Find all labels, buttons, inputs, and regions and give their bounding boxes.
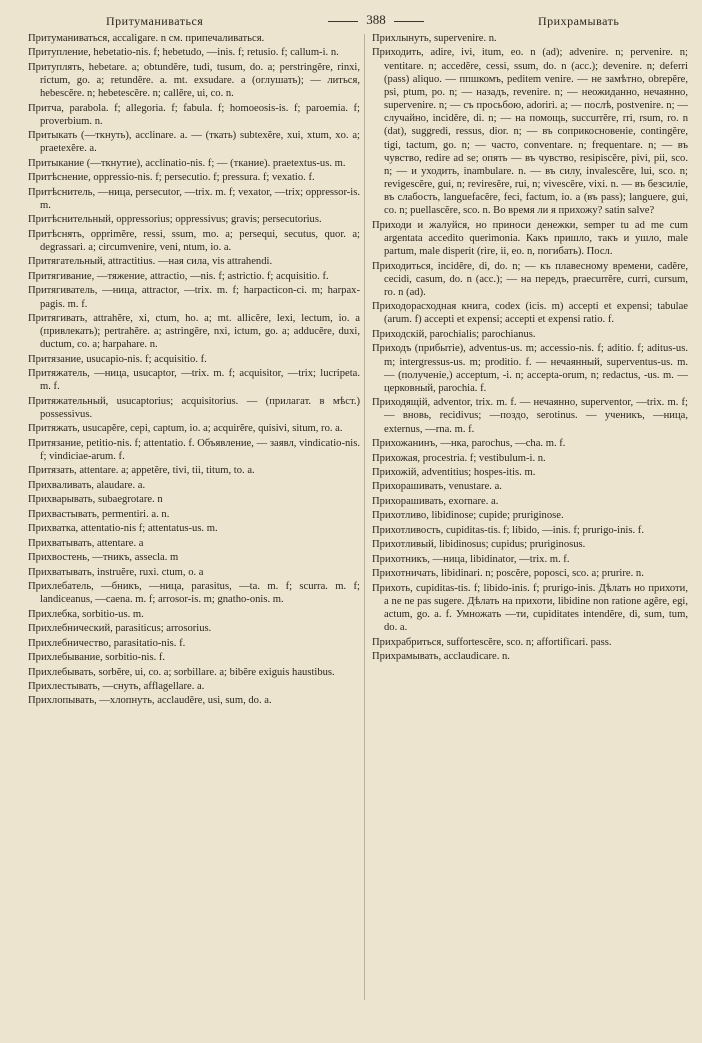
dictionary-entry: Притяжательный, usucaptorius; acquisitorius. — (прилагат. в мѣст.) possessivus.	[28, 395, 360, 420]
dictionary-entry: Притязание, usucapio-nis. f; acquisitio. f.	[28, 353, 207, 365]
dictionary-entry: Прихрабриться, suffortescĕre, sco. n; affortificari. pass.	[372, 636, 612, 648]
dictionary-entry: Прихваливать, alaudare. a.	[28, 479, 146, 491]
running-head-left: Притуманиваться	[106, 14, 204, 28]
dictionary-entry: Прихотливый, libidinosus; cupidus; pruriginosus.	[372, 539, 586, 551]
page-header	[28, 10, 688, 32]
right-column	[372, 32, 688, 709]
dictionary-entry: Притѣснитель, —ница, persecutor, —trix. m. f; vexator, —trix; oppressor-is. m.	[28, 186, 360, 211]
dictionary-entry: Прихвостень, —тникъ, assecla. m	[28, 552, 179, 564]
dictionary-entry: Притяжать, usucapĕre, cepi, captum, io. a; acquirĕre, quisivi, situm, ro. a.	[28, 423, 343, 435]
dictionary-entry: Приходить, adire, ivi, itum, eo. n (ad); advenire. n; pervenire. n; ventitare. n; accedĕre, cessi, ssum, do. n (acc.); devenire. n; deferri (pass) aliquo. — ппшкомъ, peditem venire. — не замѣтно, obrepĕre, psi, ptum, po. n; — назадъ, revenire. n; — неожиданно, нечаянно, supervenire. n; — съ просьбою, adoriri. a; — послѣ, postvenire. n; — случайно, incidĕre, di. n; — на помощь, succurrĕre, rri, rsum, ro. n (dat), suggredi, ressus, dior. n; — въ соприкосновеніе, contingĕre, tigi, tactum, go. n; — часто, conventare. n; frequentare. n; — въ чувство, redire ad se; опять — въ чувство, resipiscĕre, pivi, pii, sco. n; — и уходить, inambulare. n. — въ силу, invalescĕre, lui, sco. n; revigescĕre, gui, n; reviresĕre, rui, n; vivescĕre, vixi. n. — въ безсиліе, въ слабость, languefacĕre, feci, factum, io. a (въ pass); languere, gui, co. n; puellascĕre, sco. n. Во время ли я прихожу? satin salve?	[372, 47, 688, 217]
dictionary-entry: Притязание, petitio-nis. f; attentatio. f. Объявление, — заявл, vindicatio-nis. f; vindiciae-arum. f.	[28, 437, 360, 463]
dictionary-entry: Притягиватель, —ница, attractor, —trix. m. f; harpacticon-ci. m; harpax-pagis. m. f.	[28, 285, 360, 310]
dictionary-entry: Прихрамывать, acclaudicare. n.	[372, 650, 510, 662]
dictionary-entry: Притыкание (—ткнутие), acclinatio-nis. f; — (ткание). praetextus-us. m.	[28, 157, 346, 169]
dictionary-entry: Притѣснение, oppressio-nis. f; persecutio. f; pressura. f; vexatio. f.	[28, 172, 315, 184]
columns	[28, 32, 688, 709]
dictionary-entry: Притѣснять, opprimĕre, ressi, ssum, mo. a; persequi, secutus, quor. a; degrassari. a; circumvenire, veni, ntum, io. a.	[28, 228, 360, 254]
dictionary-entry: Притуманиваться, accaligare. n см. припечаливаться.	[28, 33, 265, 44]
dictionary-entry: Прихожанинъ, —нка, parochus, —cha. m. f.	[372, 438, 566, 450]
dictionary-entry: Прихватывать, instruĕre, ruxi. ctum, o. a	[28, 566, 204, 578]
dictionary-entry: Прихлестывать, —снуть, afflagellare. a.	[28, 680, 205, 692]
page-number: 388	[328, 12, 424, 28]
dictionary-entry: Приходящій, adventor, trix. m. f. — нечаянно, superventor, —trix. m. f; — вновь, recidivus; —поздо, serotinus. — ученикъ, —ница, externus, —rna. m. f.	[372, 397, 688, 435]
dictionary-entry: Приходорасходная книга, codex (icis. m) accepti et expensi; tabulae (arum. f) accepti et expensi; accepti et expensi ratio. f.	[372, 301, 688, 326]
dictionary-entry: Прихоть, cupiditas-tis. f; libido-inis. f; prurigo-inis. Дѣлать но прихоти, a ne ne pas sugere. Дѣлать на прихоти, libidine non ratione agĕre, egi, actum, go. a. f. Умножать —ти, cupiditates intendĕre, di, sum, tum, do. a.	[372, 582, 688, 634]
dictionary-entry: Прихлебатель, —бникъ, —ница, parasitus, —ta. m. f; scurra. m. f; landiceanus, —caena. m. f; arrosor-is. m; gnatho-onis. m.	[28, 581, 360, 606]
dictionary-entry: Прихлебывание, sorbitio-nis. f.	[28, 652, 166, 664]
dictionary-entry: Притяжатель, —ница, usucaptor, —trix. m. f; acquisitor, —trix; lucripeta. m. f.	[28, 368, 360, 393]
dictionary-entry: Притча, parabola. f; allegoria. f; fabula. f; homoeosis-is. f; paroemia. f; proverbium. n.	[28, 102, 360, 127]
left-column	[28, 32, 360, 709]
dictionary-entry: Притѣснительный, oppressorius; oppressivus; gravis; persecutorius.	[28, 214, 322, 226]
dictionary-entry: Приходи и жалуйся, но приноси денежки, semper tu ad me cum argentata accedito querimonia. Какъ пришло, такъ и ушло, male partum, male disperit (rire, ii, eo. n, погибать). Посл.	[372, 219, 688, 258]
running-head-right: Прихрамывать	[538, 14, 620, 28]
column-divider	[364, 34, 365, 1000]
dictionary-entry: Прихлебка, sorbitio-us. m.	[28, 608, 144, 620]
dictionary-entry: Прихотливость, cupiditas-tis. f; libido, —inis. f; prurigo-inis. f.	[372, 524, 644, 536]
dictionary-entry: Прихлопывать, —хлопнуть, acclaudĕre, usi, sum, do. a.	[28, 695, 272, 707]
dictionary-entry: Прихожая, procestria. f; vestibulum-i. n.	[372, 452, 546, 464]
dictionary-entry: Прихватка, attentatio-nis f; attentatus-us. m.	[28, 523, 218, 535]
dictionary-entry: Прихлебывать, sorbĕre, ui, co. a; sorbillare. a; bibĕre exiguis haustibus.	[28, 666, 335, 678]
dictionary-entry: Прихватывать, attentare. a	[28, 537, 144, 549]
dictionary-entry: Прихлебнический, parasiticus; arrosorius.	[28, 623, 212, 635]
dictionary-entry: Притягивать, attrahĕre, xi, ctum, ho. a; mt. allicĕre, lexi, lectum, io. a (привлекать); pertrahĕre. a; astringĕre, nxi, ictum, go. a; adducĕre, duxi, ductum, co. a; harpahare. n.	[28, 312, 360, 351]
dictionary-entry: Притягательный, attractitius. —ная сила, vis attrahendi.	[28, 256, 273, 268]
dictionary-entry: Прихлебничество, parasitatio-nis. f.	[28, 637, 186, 649]
dictionary-entry: Прихорашивать, venustare. a.	[372, 481, 502, 493]
dictionary-entry: Притягивание, —тяжение, attractio, —nis. f; astrictio. f; acquisitio. f.	[28, 270, 329, 282]
dictionary-entry: Прихвастывать, permentiri. a. n.	[28, 508, 170, 520]
dictionary-entry: Притупление, hebetatio-nis. f; hebetudo, —inis. f; retusio. f; callum-i. n.	[28, 47, 339, 59]
dictionary-entry: Притыкать (—ткнуть), acclinare. a. — (ткать) subtexĕre, xui, xtum, xo. a; praetexĕre. a.	[28, 130, 360, 155]
dictionary-entry: Притуплять, hebetare. a; obtundĕre, tudi, tusum, do. a; perstringĕre, rinxi, rictum, go. a; retundĕre. a. mt. exsudare. a (оглушать); — литься, hebescĕre. n; hebetescĕre. n; callĕre, ui, co. n.	[28, 61, 360, 100]
dictionary-entry: Прихотливо, libidinose; cupide; pruriginose.	[372, 510, 564, 522]
dictionary-entry: Прихварывать, subaegrotare. n	[28, 494, 163, 506]
dictionary-entry: Прихотничать, libidinari. n; poscĕre, poposci, sco. a; prurire. n.	[372, 568, 644, 580]
dictionary-entry: Приходъ (прибытіе), adventus-us. m; accessio-nis. f; aditio. f; aditus-us. m; intergressus-us. m; proditio. f. — нечаянный, superventus-us. m. — (полученіе,) acceptum, -i. n; accepta-orum, n; redactus, -us. m. — церковный, parochia. f.	[372, 343, 688, 394]
dictionary-entry: Прихорашивать, exornare. a.	[372, 495, 499, 507]
dictionary-entry: Прихотникъ, —ница, libidinator, —trix. m. f.	[372, 553, 570, 565]
dictionary-entry: Притязать, attentare. a; appetĕre, tivi, tii, titum, to. a.	[28, 465, 255, 477]
dictionary-entry: Прихожій, adventitius; hospes-itis. m.	[372, 466, 536, 478]
dictionary-entry: Прихлынуть, supervenire. n.	[372, 33, 497, 44]
dictionary-entry: Приходскій, parochialis; parochianus.	[372, 328, 536, 340]
dictionary-entry: Приходиться, incidĕre, di, do. n; — къ плавесному времени, cadĕre, cecidi, casum, do. n (acc.); — на передъ, praecurrĕre, curri, cursum, ro. n (ad).	[372, 260, 688, 298]
